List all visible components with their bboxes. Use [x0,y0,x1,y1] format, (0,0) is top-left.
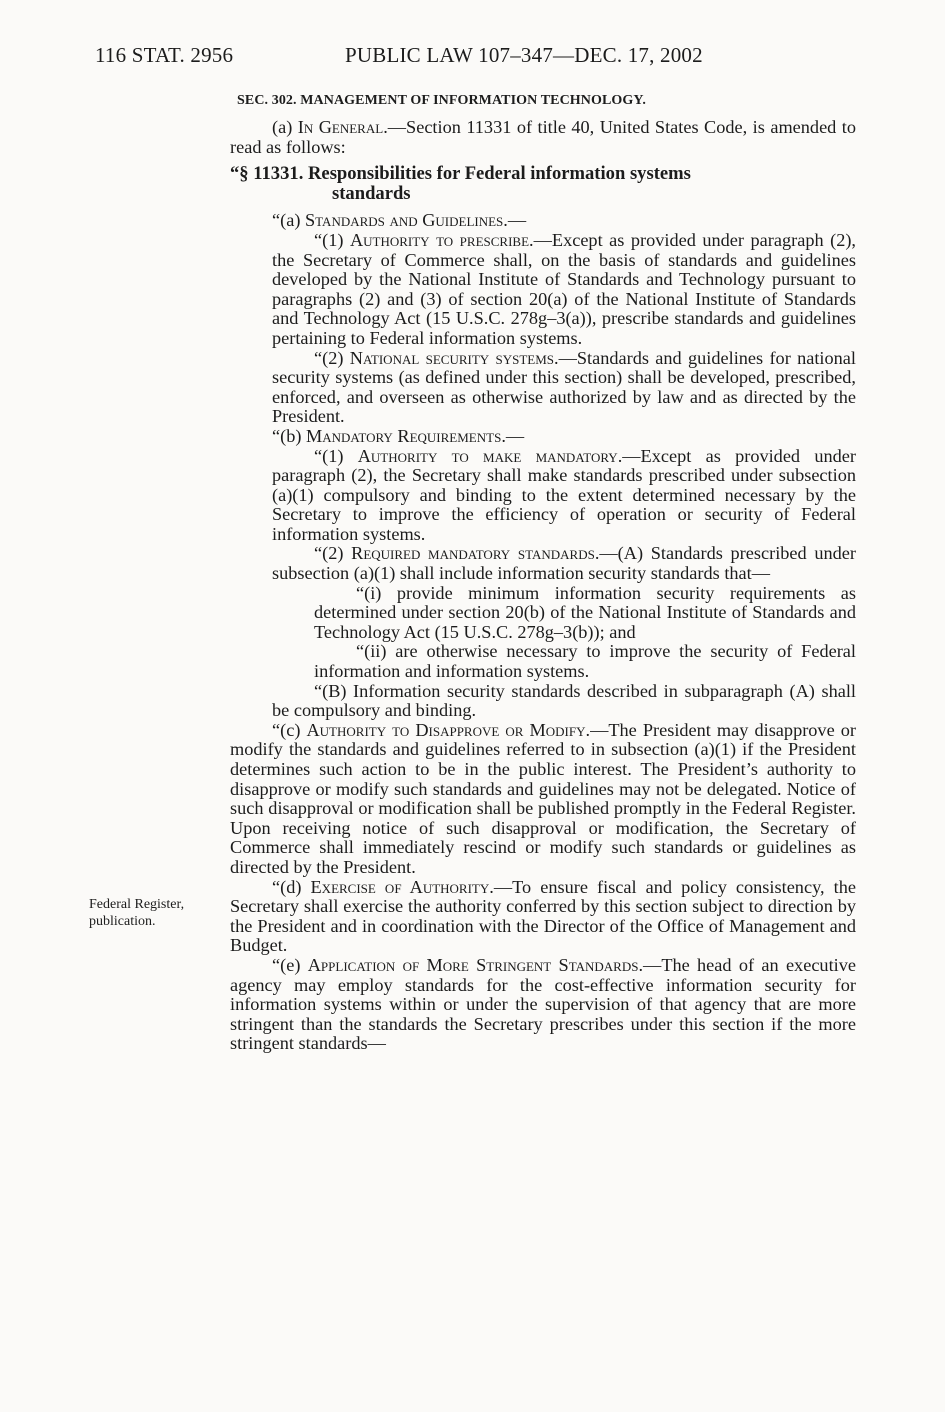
clause: “(i) provide minimum information security requirements as determined under section 20(b) of the National Institute of Standards and Technology Act (15 U.S.C. 278g–3(b)); and [314,582,856,642]
margin-note [89,896,221,930]
clause: “(ii) are otherwise necessary to improve the security of Federal information and information systems. [314,641,856,682]
paragraph: “(2) National security systems.—Standards and guidelines for national security systems (as defined under this section) shall be developed, prescribed, enforced, and overseen as otherwise authorized by law and as directed by the President. [272,347,856,427]
subsection: “(d) Exercise of Authority.—To ensure fiscal and policy consistency, the Secretary shall exercise the authority conferred by this section subject to direction by the President and in coordination with the Director of the Office of Management and Budget. [230,876,856,956]
margin-note-line: publication. [89,914,156,929]
margin-note-line: Federal Register, [89,897,185,912]
subsection-heading: “(b) Mandatory Requirements.— [272,425,525,446]
subparagraph: “(B) Information security standards described in subparagraph (A) shall be compulsory and binding. [272,680,856,721]
subsection-a-intro: (a) In General.—Section 11331 of title 40, United States Code, is amended to read as follows: [230,117,856,157]
paragraph: “(1) Authority to make mandatory.—Except as provided under paragraph (2), the Secretary shall make standards prescribed under subsection (a)(1) compulsory and binding to the extent determined necessary by the Secretary to improve the efficiency of operation or security of Federal information systems. [272,445,856,544]
subsection: “(e) Application of More Stringent Standards.—The head of an executive agency may employ standards for the cost-effective information security for information systems within or under the supervision of that agency that are more stringent than the standards the Secretary prescribes under this section if the more stringent standards— [230,954,856,1054]
subsection: “(c) Authority to Disapprove or Modify.—The President may disapprove or modify the standards and guidelines referred to in subsection (a)(1) if the President determines such action to be in the public interest. The President’s authority to disapprove or modify such standards and guidelines may not be delegated. Notice of such disapproval or modification shall be published promptly in the Federal Register. Upon receiving notice of such disapproval or modification, the Secretary of Commerce shall immediately rescind or modify such standards or guidelines as directed by the President. [230,719,856,877]
paragraph: “(2) Required mandatory standards.—(A) Standards prescribed under subsection (a)(1) shall include information security standards that— [272,543,856,584]
paragraph: “(1) Authority to prescribe.—Except as provided under paragraph (2), the Secretary of Commerce shall, on the basis of standards and guidelines developed by the National Institute of Standards and Technology pursuant to paragraphs (2) and (3) of section 20(a) of the National Institute of Standards and Technology Act (15 U.S.C. 278g–3(a)), prescribe standards and guidelines pertaining to Federal information systems. [272,229,856,348]
law-citation-header: PUBLIC LAW 107–347—DEC. 17, 2002 [345,43,703,67]
codified-section-title: “§ 11331. Responsibilities for Federal information systems standards [230,163,691,204]
section-heading: SEC. 302. MANAGEMENT OF INFORMATION TECHNOLOGY. [237,93,646,108]
body-text [230,118,856,1054]
subsection-heading: “(a) Standards and Guidelines.— [272,210,527,231]
statute-page-number: 116 STAT. 2956 [95,43,234,67]
